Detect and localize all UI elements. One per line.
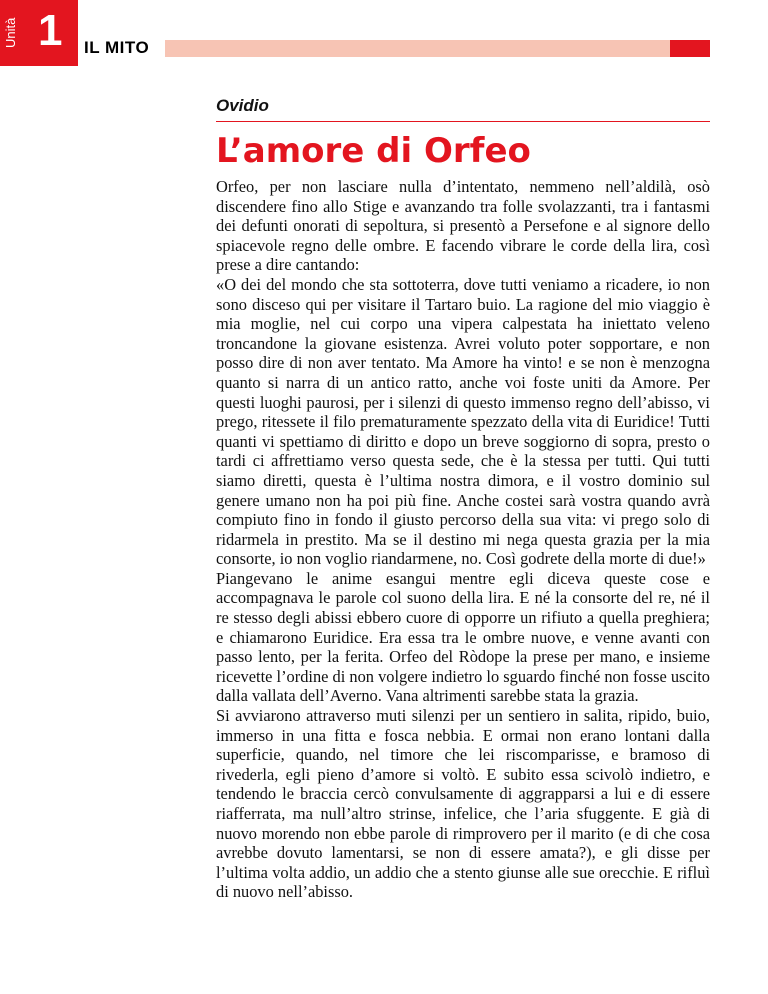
paragraph: Si avviarono attraverso muti silenzi per un sentiero in salita, ripido, buio, immerso in una fitta e fosca nebbia. E ormai non erano lontani dalla superficie, quando, nel timore che lei riscomparisse, e bramoso di rivederla, egli pieno d’amore si voltò. E subito essa scivolò indietro, e tendendo le braccia cercò convulsamente di aggrapparsi a lui e di essere riafferrata, ma null’altro strinse, infelice, che l’aria sfuggente. E già di nuovo morendo non ebbe parole di rimprovero per il marito (e di che cosa avrebbe dovuto lamentarsi, se non di essere amata?), e gli disse per l’ultima volta addio, un addio che a stento giunse alle sue orecchie. E rifluì di nuovo nell’abisso.: [216, 706, 710, 902]
unit-label: Unità: [3, 17, 18, 48]
unit-number: 1: [38, 6, 63, 55]
section-title: IL MITO: [84, 38, 150, 57]
header-band-end: [670, 40, 710, 57]
paragraph: Orfeo, per non lasciare nulla d’intentato, nemmeno nell’aldilà, osò discendere fino allo Stige e avanzando tra folle svolazzanti, tra i fantasmi dei defunti onorati di sepoltura, si presentò a Persefone e al signore dello spiacevole regno delle ombre. E facendo vibrare le corde della lira, così prese a dire cantando:: [216, 177, 710, 275]
unit-tab: [0, 0, 78, 66]
author-divider: [216, 121, 710, 122]
paragraph: Piangevano le anime esangui mentre egli diceva queste cose e accompagnava le parole col suono della lira. E né la consorte del re, né il re stesso degli abissi ebbero cuore di opporre un rifiuto a quella preghiera; e chiamarono Euridice. Era essa tra le ombre nuove, e venne avanti con passo lento, per la ferita. Orfeo del Ròdope la prese per mano, e insieme ricevette l’ordine di non volgere indietro lo sguardo finché non fosse uscito dalla vallata dell’Averno. Vana altrimenti sarebbe stata la grazia.: [216, 568, 710, 706]
paragraph: «O dei del mondo che sta sottoterra, dove tutti veniamo a ricadere, io non sono disceso qui per visitare il Tartaro buio. La ragione del mio viaggio è mia moglie, nel cui corpo una vipera calpestata ha iniettato veleno troncandone la giovane esistenza. Avrei voluto poter sopportare, e non posso dire di non aver tentato. Ma Amore ha vinto! e se non è menzogna quanto si narra di un antico ratto, anche voi foste uniti da Amore. Per questi luoghi paurosi, per i silenzi di questo immenso regno dell’abisso, vi prego, ritessete il filo prematuramente spezzato della vita di Euridice! Tutti quanti vi spettiamo di diritto e dopo un breve soggiorno di sopra, presto o tardi ci affrettiamo verso questa sede, che è la stessa per tutti. Qui tutti siamo diretti, questa è l’ultima nostra dimora, e il vostro dominio sul genere umano non ha poi più fine. Anche costei sarà vostra quando avrà compiuto fino in fondo il giusto percorso della sua vita: vi prego solo di ridarmela in prestito. Ma se il destino mi nega questa grazia per la mia consorte, io non voglio riandarmene, no. Così godrete della morte di due!»: [216, 274, 710, 569]
author-name: Ovidio: [216, 96, 269, 115]
body-text: [216, 177, 710, 902]
header-band: [165, 40, 670, 57]
page-title: L’amore di Orfeo: [216, 131, 531, 171]
